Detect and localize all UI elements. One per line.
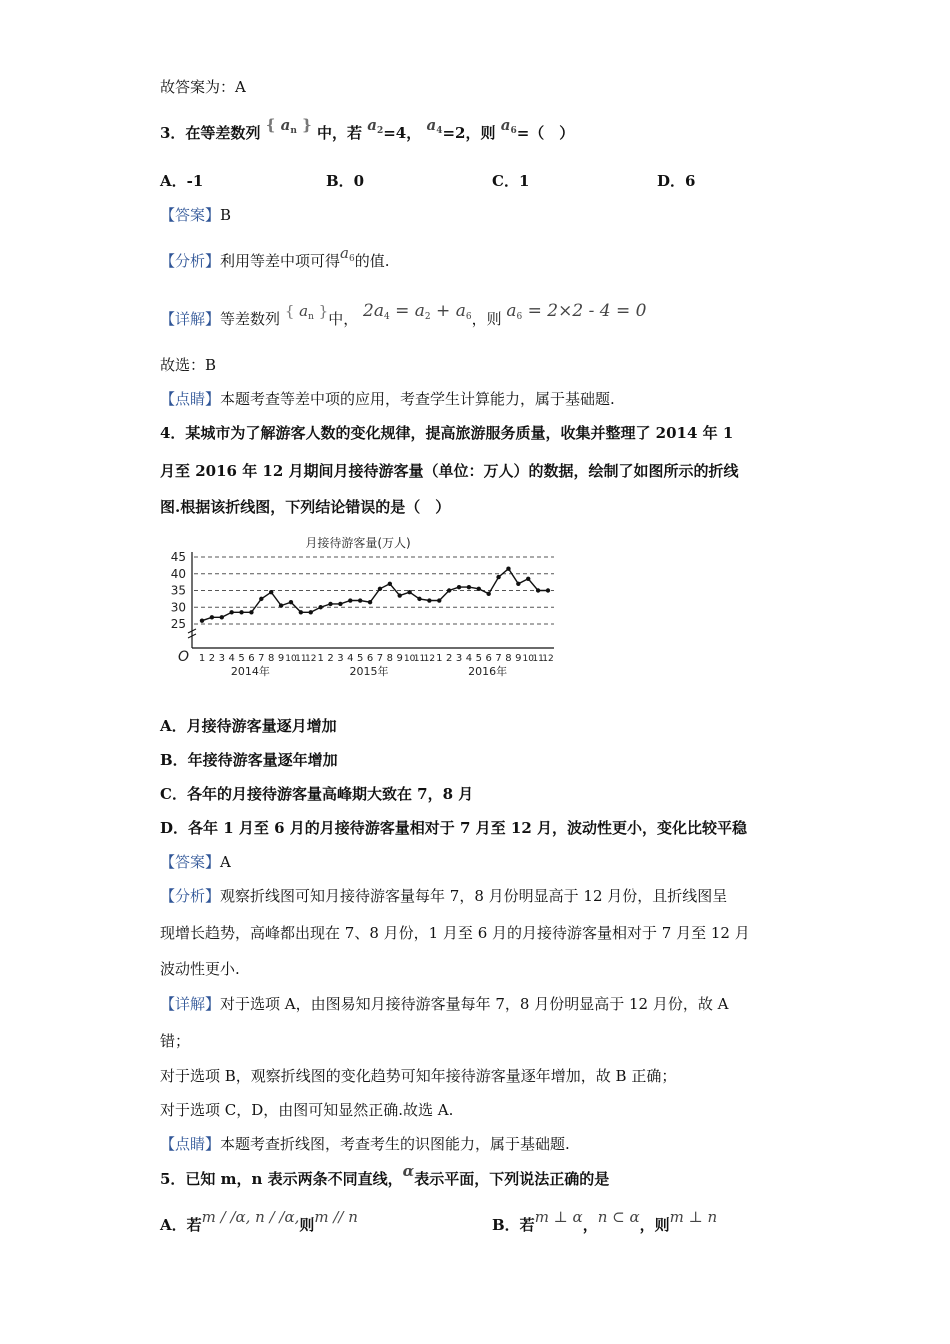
data-point [299,610,303,614]
x-tick-label: 5 [238,653,245,664]
detail-tag: 【详解】 [160,310,221,328]
data-point [289,600,293,604]
x-tick-label: 11 [295,654,307,664]
q3-a4: $a_4$ [426,116,443,136]
q3-analysis-text: 利用等差中项可得 [220,252,341,270]
x-tick-label: 12 [423,654,436,664]
data-point [279,603,283,607]
q4-stem-line-3: 图.根据该折线图，下列结论错误的是（ ） [160,498,451,516]
q3-answer [160,204,231,226]
data-point [220,615,224,619]
data-point [417,597,421,601]
q4-answer-value: A [220,853,231,871]
q3-option-a: A．-1 [160,172,204,190]
previous-answer-line: 故答案为：A [160,78,246,96]
q3-stem [160,116,575,150]
x-tick-label: 1 [317,653,324,664]
chart-series [200,567,550,623]
x-tick-label: 10 [522,654,534,664]
q5-stem-post: 表示平面，下列说法正确的是 [414,1170,610,1188]
q4-detail-line-3: 对于选项 B，观察折线图的变化趋势可知年接待游客量逐年增加，故 B 正确； [160,1067,677,1085]
q4-analysis-line-1: 【分析】观察折线图可知月接待游客量每年 7，8 月份明显高于 12 月份，且折线图呈 [160,887,728,905]
q5-option-a-result: m // n [314,1208,358,1226]
x-tick-label: 8 [268,653,275,664]
year-label: 2016年 [468,665,508,678]
x-tick-label: 2 [208,653,216,664]
chart-x-ticks [199,653,554,664]
data-point [486,592,490,596]
x-tick-label: 4 [465,653,473,664]
chart-origin-label: O [178,649,190,665]
data-point [546,588,550,592]
x-tick-label: 6 [248,653,255,664]
x-tick-label: 10 [285,654,297,664]
data-point [398,593,402,597]
q3-a2-value: =4， [383,124,422,142]
data-point [388,582,392,586]
x-tick-label: 8 [386,653,394,664]
q3-a4-value: =2，则 [442,124,496,142]
q3-detail-result: $a_6 = 2\times 2 - 4 = 0$ [506,301,647,322]
x-tick-label: 7 [376,653,384,664]
answer-tag: 【答案】 [160,853,221,871]
x-tick-label: 11 [413,654,426,664]
q4-answer [160,851,231,873]
q3-a6: $a_6$ [500,116,517,136]
year-label: 2014年 [230,665,270,678]
data-point [496,575,500,579]
q5-option-b-condition-1: m ⊥ α [534,1208,583,1226]
tourist-line-chart [160,530,560,680]
data-point [536,588,540,592]
y-tick-label: 25 [170,617,186,631]
data-point [229,610,233,614]
q5-stem-pre: 5．已知 m，n 表示两条不同直线， [160,1170,403,1188]
q3-stem-prefix: 3．在等差数列 [160,124,261,142]
y-tick-label: 40 [170,566,186,581]
x-tick-label: 9 [277,653,285,664]
q3-analysis [160,244,390,278]
data-point [378,587,382,591]
q5-option-b: B．若m ⊥ α，n ⊂ α，则m ⊥ n [492,1208,718,1234]
data-point [239,610,243,614]
data-point [249,610,253,614]
q5-stem [160,1162,610,1190]
q4-detail-line-4: 对于选项 C，D，由图可知显然正确.故选 A. [160,1101,454,1119]
q3-stem-mid: 中，若 [316,124,362,142]
x-tick-label: 3 [218,653,225,664]
q3-analysis-a6: $a_6$ [340,244,355,264]
q3-a2: $a_2$ [367,116,384,136]
q4-detail-line-2: 错； [160,1032,191,1050]
q3-detail-equation: $2a_4 = a_2 + a_6$ [363,301,472,322]
q4-comment [160,1133,570,1155]
data-point [200,618,204,622]
data-point [516,582,520,586]
x-tick-label: 4 [228,653,235,664]
q3-detail-text: 等差数列 [220,310,281,328]
q3-option-b: B．0 [326,172,365,190]
q4-stem-line-1: 4．某城市为了解游客人数的变化规律，提高旅游服务质量，收集并整理了 2014 年 1 [160,424,734,442]
q5-option-b-condition-2: n ⊂ α [597,1208,640,1226]
data-point [259,597,263,601]
q3-detail [160,301,647,336]
chart-title: 月接待游客量(万人) [305,536,411,550]
q3-detail-seq: { $a_n$ } [284,302,329,322]
q4-analysis-line-2: 现增长趋势，高峰都出现在 7、8 月份，1 月至 6 月的月接待游客量相对于 7 月至 12 月 [160,924,750,942]
x-tick-label: 9 [515,653,522,664]
detail-tag: 【详解】 [160,995,221,1013]
x-tick-label: 6 [366,653,374,664]
q4-stem-line-2: 月至 2016 年 12 月期间月接待游客量（单位：万人）的数据，绘制了如图所示的折线 [160,462,739,480]
q3-option-d: D．6 [657,172,696,190]
q3-answer-value: B [220,206,232,224]
year-label: 2015年 [349,665,389,678]
q3-analysis-tail: 的值. [354,252,390,270]
q4-option-a: A．月接待游客量逐月增加 [160,717,337,735]
q5-alpha: α [402,1162,415,1180]
x-tick-label: 4 [347,653,354,664]
q5-option-a: A．若m / /α, n / /α,则m // n [160,1208,358,1234]
x-tick-label: 9 [396,653,403,664]
data-point [358,598,362,602]
x-tick-label: 12 [305,654,317,664]
chart-grid [194,557,554,624]
chart-y-ticks [171,550,186,631]
q4-option-d: D．各年 1 月至 6 月的月接待游客量相对于 7 月至 12 月，波动性更小，变化比较平稳 [160,819,747,837]
data-point [457,585,461,589]
data-point [210,615,214,619]
x-tick-label: 5 [356,653,364,664]
q4-option-c: C．各年的月接待游客量高峰期大致在 7，8 月 [160,785,474,803]
x-tick-label: 3 [337,653,344,664]
data-point [348,598,352,602]
x-tick-label: 5 [475,653,482,664]
q5-option-b-result: m ⊥ n [669,1208,718,1226]
x-tick-label: 11 [532,654,544,664]
y-tick-label: 35 [170,583,186,598]
data-point [269,590,273,594]
data-point [338,602,342,606]
q3-option-c: C．1 [492,172,530,190]
data-point [447,588,451,592]
x-tick-label: 8 [505,653,512,664]
q4-comment-text: 本题考查折线图，考查考生的识图能力，属于基础题. [220,1135,570,1153]
data-point [437,598,441,602]
x-tick-label: 3 [455,653,463,664]
data-point [477,587,481,591]
q4-option-b: B．年接待游客量逐年增加 [160,751,338,769]
q3-comment-text: 本题考查等差中项的应用，考查学生计算能力，属于基础题. [220,390,615,408]
x-tick-label: 6 [485,653,492,664]
y-tick-label: 45 [170,550,186,564]
q3-seq-an: { $a_n$ } [265,116,312,136]
data-point [427,598,431,602]
x-tick-label: 1 [436,653,443,664]
data-point [526,577,530,581]
analysis-tag: 【分析】 [160,887,221,905]
x-tick-label: 10 [403,654,416,664]
q3-stem-tail: =（ ） [516,124,575,142]
q3-comment [160,388,615,410]
q5-option-a-condition: m / /α, n / /α, [201,1208,300,1226]
q3-detail-then: ，则 [471,310,502,328]
chart-year-labels [231,664,507,678]
y-tick-label: 30 [170,600,186,615]
data-point [309,610,313,614]
q4-analysis-line-3: 波动性更小. [160,960,240,978]
data-point [467,585,471,589]
comment-tag: 【点睛】 [160,390,221,408]
data-point [506,567,510,571]
x-tick-label: 7 [258,653,265,664]
comment-tag: 【点睛】 [160,1135,221,1153]
data-point [328,602,332,606]
x-tick-label: 1 [198,653,206,664]
data-point [318,605,322,609]
analysis-tag: 【分析】 [160,252,221,270]
q4-detail-line-1: 【详解】对于选项 A，由图易知月接待游客量每年 7，8 月份明显高于 12 月份，故 A [160,995,729,1013]
x-tick-label: 7 [495,653,502,664]
x-tick-label: 2 [445,653,453,664]
x-tick-label: 12 [542,654,554,664]
q3-chosen: 故选：B [160,356,217,374]
data-point [368,600,372,604]
answer-tag: 【答案】 [160,206,221,224]
q3-detail-mid: 中， [328,310,359,328]
x-tick-label: 2 [327,653,334,664]
series-line [202,569,548,621]
data-point [407,590,411,594]
